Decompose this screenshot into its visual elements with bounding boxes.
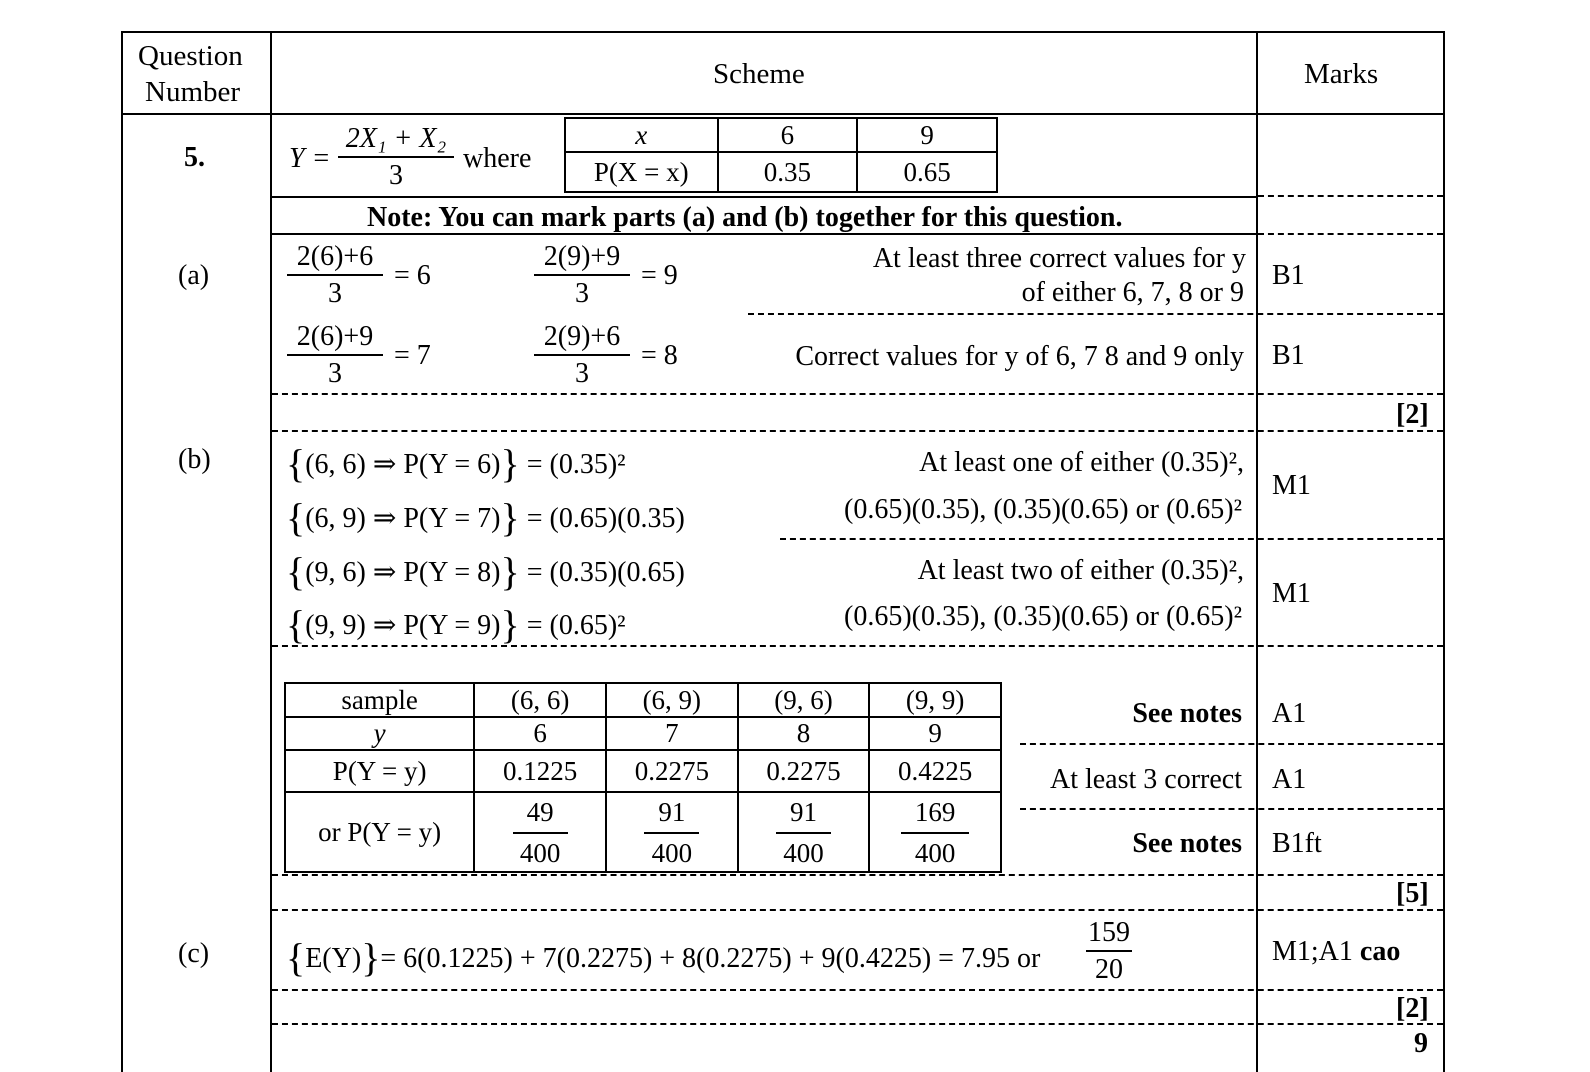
where-text: where xyxy=(463,143,532,174)
part-b-note3: See notes xyxy=(1132,698,1242,729)
y-definition-denominator: 3 xyxy=(389,160,403,192)
dash-c-total xyxy=(272,1023,1443,1025)
part-b-note2-line2: (0.65)(0.35), (0.35)(0.65) or (0.65)² xyxy=(844,601,1242,632)
dist-p-9: 0.65 xyxy=(857,152,997,192)
calc-a2: $\frac{2(9)+9}{3}$ xyxy=(534,242,630,309)
part-c-label: (c) xyxy=(178,938,210,969)
note-top xyxy=(270,196,1258,198)
calc-a1: $\frac{2(6)+6}{3}$ xyxy=(287,242,383,309)
part-a-label: (a) xyxy=(178,260,210,291)
part-b-note5: See notes xyxy=(1132,828,1242,859)
expectation-fraction: $\frac{159}{20}$ xyxy=(1088,917,1130,986)
calc-a1-result: = 6 xyxy=(394,260,431,291)
sample-99: (9, 9) xyxy=(869,683,1001,717)
calc-a3-result: = 7 xyxy=(394,340,431,371)
dash-b-note3 xyxy=(1020,743,1443,745)
part-b-mark3: A1 xyxy=(1272,698,1307,729)
dist-x-label: x xyxy=(565,118,718,152)
border-left xyxy=(121,31,123,1072)
border-header-bottom xyxy=(121,113,1445,115)
border-right xyxy=(1443,31,1445,1072)
alt-9: $\frac{169}{400}$ xyxy=(869,792,1001,872)
y-definition-numerator: 2X₁ + X₂ xyxy=(338,124,454,158)
alt-7: $\frac{91}{400}$ xyxy=(606,792,738,872)
header-question-number-1: Question xyxy=(138,40,243,72)
y-7: 7 xyxy=(606,717,738,750)
dash-b-note4 xyxy=(1020,808,1443,810)
y-header: y xyxy=(285,717,474,750)
y-6: 6 xyxy=(474,717,606,750)
dash-b-table-end xyxy=(272,874,1443,876)
calc-a4-result: = 8 xyxy=(641,340,678,371)
part-b-label: (b) xyxy=(178,444,211,475)
p-8: 0.2275 xyxy=(738,750,870,792)
part-a-total: [2] xyxy=(1396,399,1429,430)
y-definition-fraction xyxy=(338,124,454,191)
prob-line-2: {(6, 9) ⇒ P(Y = 7)} = (0.65)(0.35) xyxy=(286,495,685,540)
part-a-mark2: B1 xyxy=(1272,340,1305,371)
sample-table xyxy=(284,682,1002,873)
p-6: 0.1225 xyxy=(474,750,606,792)
part-b-total: [5] xyxy=(1396,878,1429,909)
prob-line-1: {(6, 6) ⇒ P(Y = 6)} = (0.35)² xyxy=(286,441,626,486)
dash-a-mid xyxy=(748,313,1443,315)
sample-69: (6, 9) xyxy=(606,683,738,717)
part-b-note1-line1: At least one of either (0.35)², xyxy=(919,447,1244,478)
part-b-mark1: M1 xyxy=(1272,470,1311,501)
dash-a-total xyxy=(272,430,1443,432)
header-marks: Marks xyxy=(1304,58,1379,90)
sample-header: sample xyxy=(285,683,474,717)
y-9: 9 xyxy=(869,717,1001,750)
y-definition-lhs: Y = xyxy=(289,143,331,174)
part-a-mark1: B1 xyxy=(1272,260,1305,291)
expectation-line: {E(Y)}= 6(0.1225) + 7(0.2275) + 8(0.2275) + 9(0.4225) = 7.95 or xyxy=(286,935,1041,980)
dash-b-end xyxy=(272,645,1443,647)
border-top xyxy=(121,31,1445,33)
y-8: 8 xyxy=(738,717,870,750)
sample-66: (6, 6) xyxy=(474,683,606,717)
dist-x-9: 9 xyxy=(857,118,997,152)
part-a-note2: Correct values for y of 6, 7 8 and 9 only xyxy=(795,341,1244,372)
calc-a3: $\frac{2(6)+9}{3}$ xyxy=(287,322,383,389)
dist-p-6: 0.35 xyxy=(718,152,858,192)
part-b-note4: At least 3 correct xyxy=(1049,764,1242,795)
part-b-mark5: B1ft xyxy=(1272,828,1322,859)
part-c-total: [2] xyxy=(1396,993,1429,1024)
prob-line-4: {(9, 9) ⇒ P(Y = 9)} = (0.65)² xyxy=(286,602,626,647)
part-b-mark2: M1 xyxy=(1272,578,1311,609)
alt-header: or P(Y = y) xyxy=(285,792,474,872)
p-9: 0.4225 xyxy=(869,750,1001,792)
part-b-note2-line1: At least two of either (0.35)², xyxy=(917,555,1244,586)
calc-a2-result: = 9 xyxy=(641,260,678,291)
dash-b-total xyxy=(272,909,1443,911)
border-col-marks xyxy=(1256,31,1258,1072)
p-header: P(Y = y) xyxy=(285,750,474,792)
calc-a4: $\frac{2(9)+6}{3}$ xyxy=(534,322,630,389)
part-a-note1-line1: At least three correct values for y xyxy=(872,243,1246,274)
prob-line-3: {(9, 6) ⇒ P(Y = 8)} = (0.35)(0.65) xyxy=(286,549,685,594)
sample-96: (9, 6) xyxy=(738,683,870,717)
dash-marks-q xyxy=(1258,195,1443,197)
dash-a-end xyxy=(272,393,1443,395)
dist-p-label: P(X = x) xyxy=(565,152,718,192)
header-scheme: Scheme xyxy=(713,58,805,90)
dash-marks-note xyxy=(1258,233,1443,235)
part-a-note1-line2: of either 6, 7, 8 or 9 xyxy=(1021,277,1244,308)
alt-6: $\frac{49}{400}$ xyxy=(474,792,606,872)
p-7: 0.2275 xyxy=(606,750,738,792)
part-c-mark: M1;A1 cao xyxy=(1272,936,1401,967)
marking-note: Note: You can mark parts (a) and (b) together for this question. xyxy=(367,202,1123,233)
border-col-scheme xyxy=(270,31,272,1072)
dash-c-end xyxy=(272,989,1443,991)
question-number: 5. xyxy=(184,142,205,173)
distribution-table xyxy=(564,117,998,193)
part-b-mark4: A1 xyxy=(1272,764,1307,795)
part-b-note1-line2: (0.65)(0.35), (0.35)(0.65) or (0.65)² xyxy=(844,494,1242,525)
alt-8: $\frac{91}{400}$ xyxy=(738,792,870,872)
dash-b-mid xyxy=(780,538,1443,540)
note-bottom xyxy=(270,233,1258,235)
header-question-number-2: Number xyxy=(145,76,241,108)
dist-x-6: 6 xyxy=(718,118,858,152)
grand-total: 9 xyxy=(1414,1028,1428,1059)
